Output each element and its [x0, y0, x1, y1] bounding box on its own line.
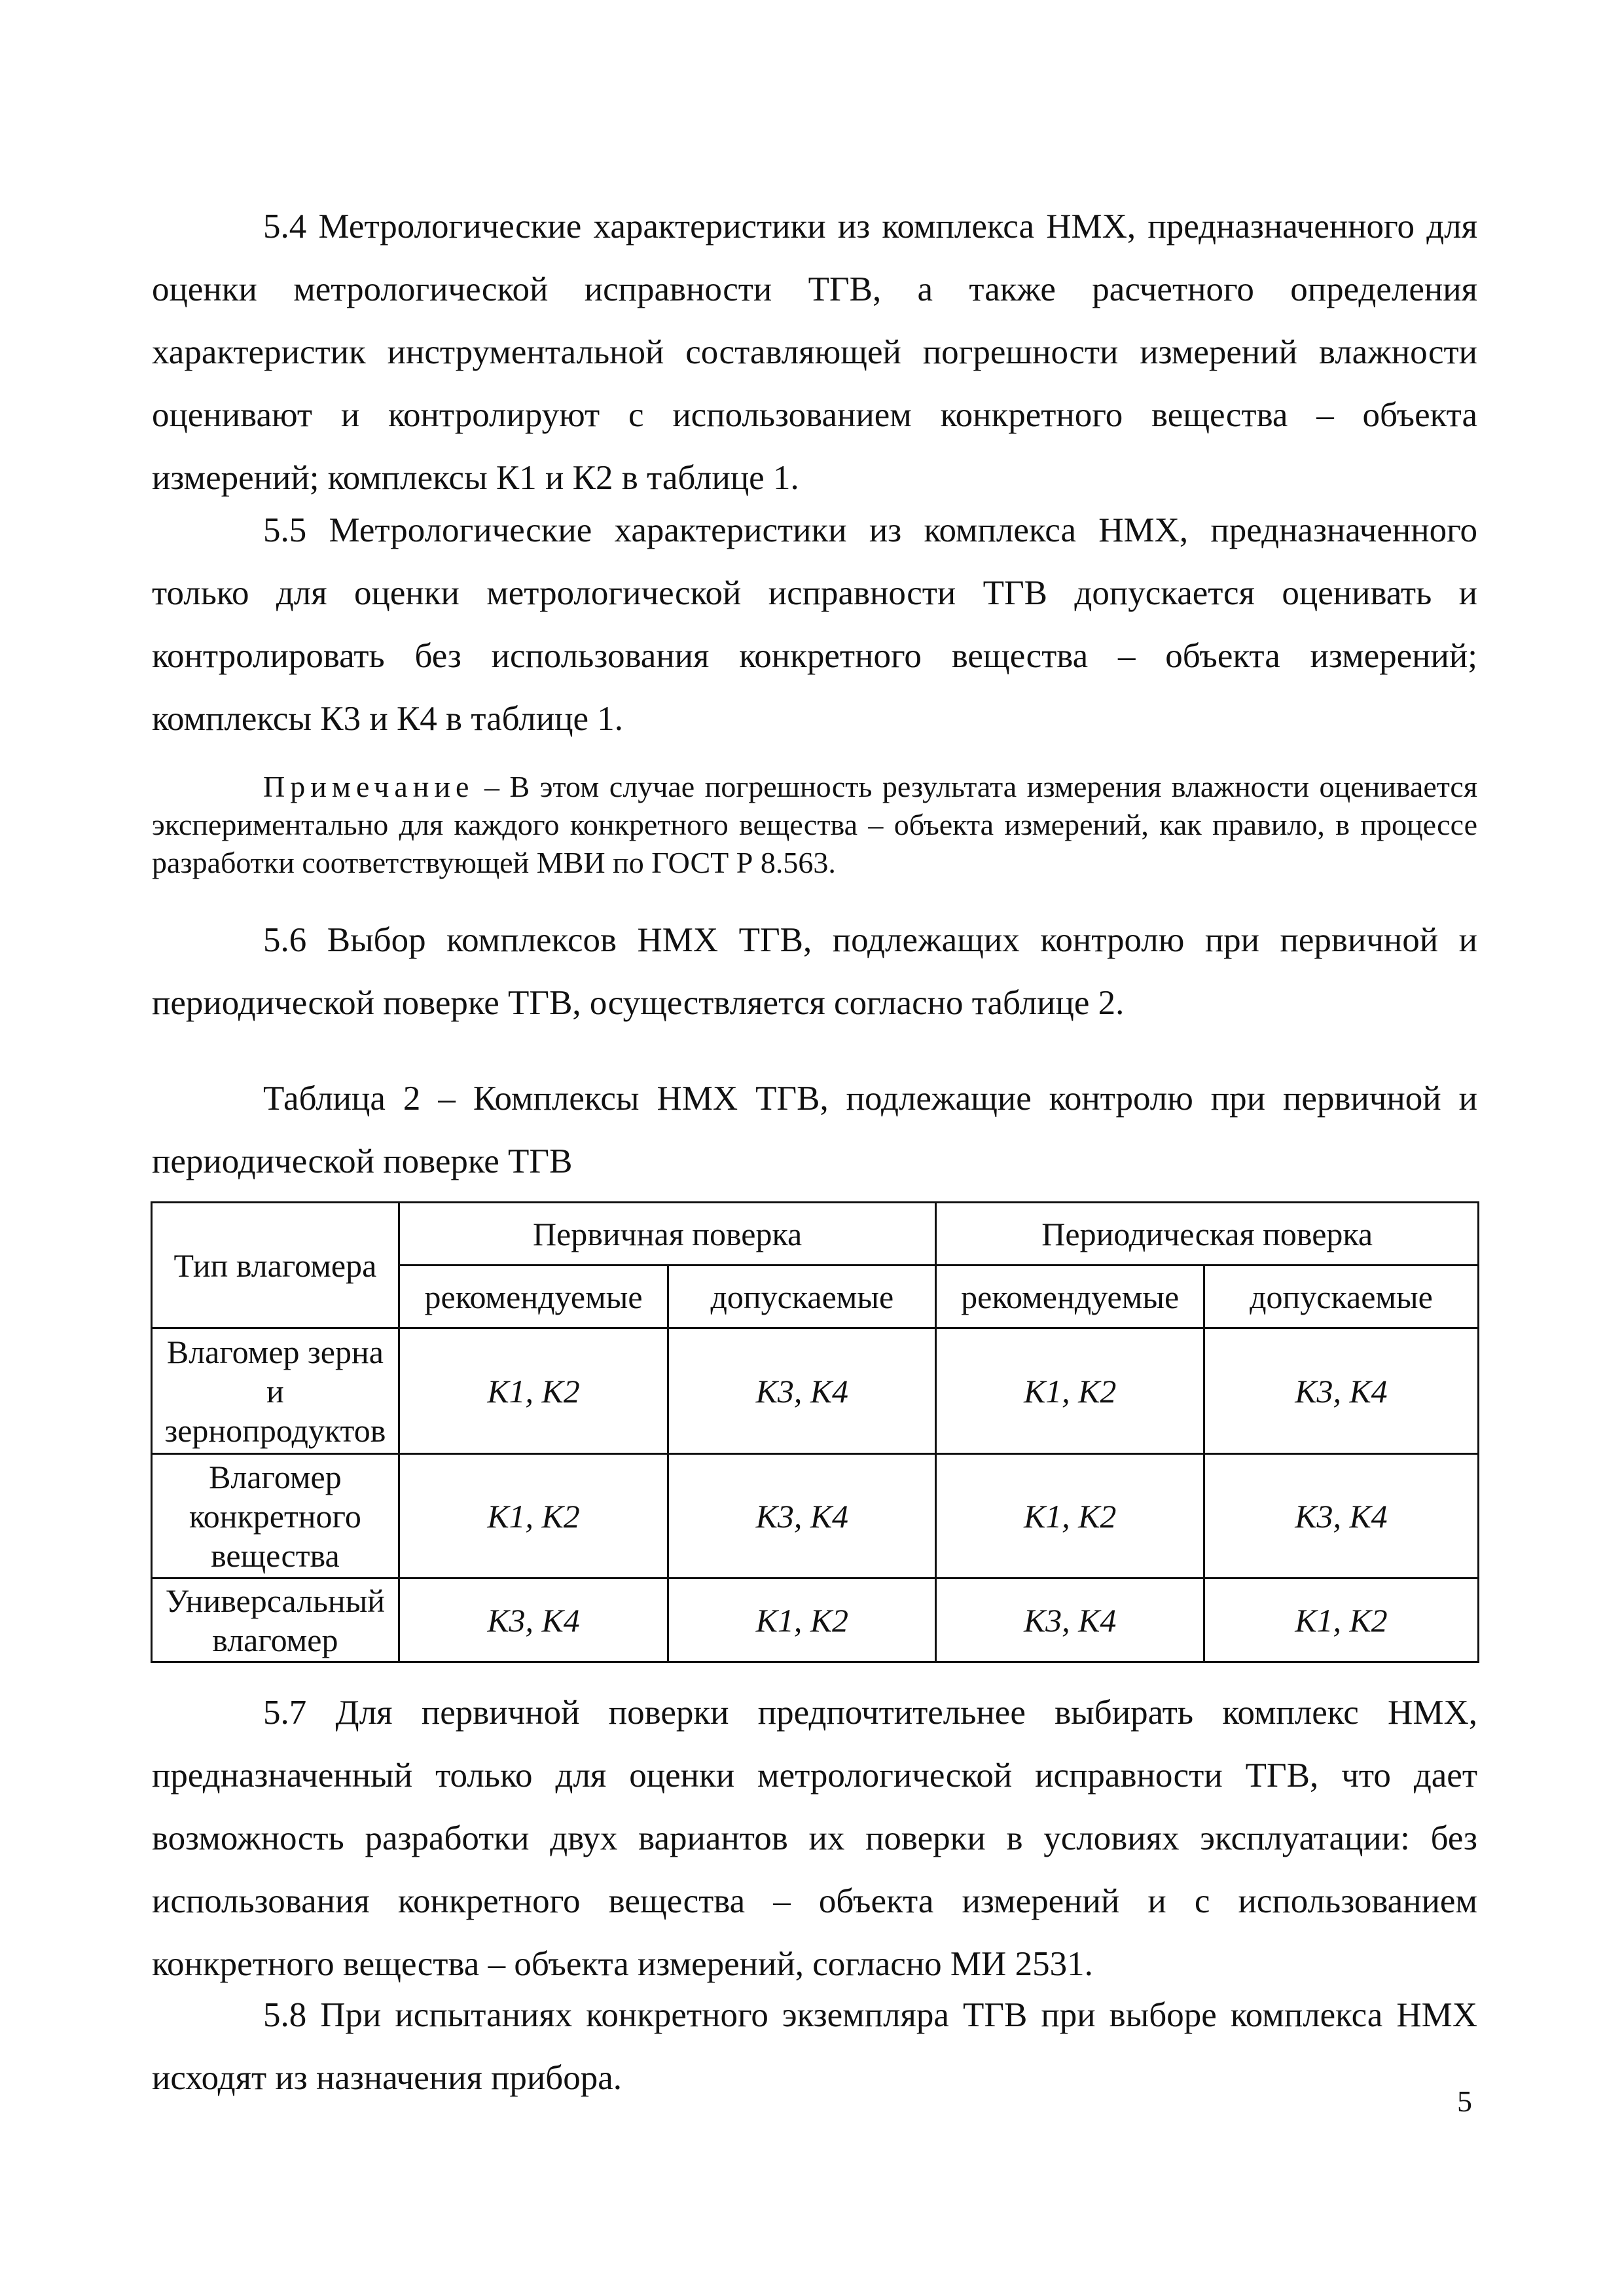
note-text: – В этом случае погрешность результата измерения влажности оценивается экспериментально для каждого конкретного вещества – объекта измерений, как правило, в процессе разработки соответствующей МВИ по ГОСТ Р 8.563. — [152, 770, 1477, 879]
table-2 — [151, 1201, 1479, 1663]
cell-primary-allowed: К3, К4 — [668, 1328, 936, 1454]
header-primary-allowed: допускаемые — [668, 1266, 936, 1328]
paragraph-5-6: 5.6 Выбор комплексов НМХ ТГВ, подлежащих контролю при первичной и периодической поверке ТГВ, осуществляется согласно таблице 2. — [152, 921, 1477, 1022]
header-periodic-recommended: рекомендуемые — [936, 1266, 1204, 1328]
cell-periodic-allowed: К3, К4 — [1204, 1454, 1478, 1578]
table-row — [152, 1578, 1479, 1662]
page-number: 5 — [1457, 2085, 1472, 2118]
cell-primary-recommended: К3, К4 — [399, 1578, 668, 1662]
table-header-row-1 — [152, 1203, 1479, 1266]
header-primary-verification: Первичная поверка — [399, 1203, 936, 1266]
header-periodic-verification: Периодическая поверка — [936, 1203, 1479, 1266]
row-device-type: Универсальный влагомер — [152, 1578, 399, 1662]
header-device-type: Тип влагомера — [152, 1203, 399, 1328]
header-primary-recommended: рекомендуемые — [399, 1266, 668, 1328]
note-label: Примечание — [263, 770, 475, 803]
cell-primary-recommended: К1, К2 — [399, 1454, 668, 1578]
paragraph-5-8: 5.8 При испытаниях конкретного экземпляра ТГВ при выборе комплекса НМХ исходят из назначения прибора. — [152, 1996, 1477, 2097]
cell-primary-recommended: К1, К2 — [399, 1328, 668, 1454]
paragraph-5-4: 5.4 Метрологические характеристики из комплекса НМХ, предназначенного для оценки метрологической исправности ТГВ, а также расчетного определения характеристик инструментальной составляющей погрешности измерений влажности оценивают и контролируют с использованием конкретного вещества – объекта измерений; комплексы К1 и К2 в таблице 1. — [152, 208, 1477, 497]
cell-periodic-allowed: К1, К2 — [1204, 1578, 1478, 1662]
paragraph-5-5: 5.5 Метрологические характеристики из комплекса НМХ, предназначенного только для оценки метрологической исправности ТГВ допускается оценивать и контролировать без использования конкретного вещества – объекта измерений; комплексы К3 и К4 в таблице 1. — [152, 511, 1477, 738]
cell-primary-allowed: К1, К2 — [668, 1578, 936, 1662]
row-device-type: Влагомер конкретного вещества — [152, 1454, 399, 1578]
table-caption: Таблица 2 – Комплексы НМХ ТГВ, подлежащие контролю при первичной и периодической поверке ТГВ — [152, 1080, 1477, 1180]
table-row — [152, 1454, 1479, 1578]
cell-primary-allowed: К3, К4 — [668, 1454, 936, 1578]
table-row — [152, 1328, 1479, 1454]
cell-periodic-recommended: К1, К2 — [936, 1328, 1204, 1454]
cell-periodic-recommended: К3, К4 — [936, 1578, 1204, 1662]
paragraph-5-7: 5.7 Для первичной поверки предпочтительнее выбирать комплекс НМХ, предназначенный только для оценки метрологической исправности ТГВ, что дает возможность разработки двух вариантов их поверки в условиях эксплуатации: без использования конкретного вещества – объекта измерений и с использованием конкретного вещества – объекта измерений, согласно МИ 2531. — [152, 1694, 1477, 1983]
header-periodic-allowed: допускаемые — [1204, 1266, 1478, 1328]
row-device-type: Влагомер зерна и зернопродуктов — [152, 1328, 399, 1454]
cell-periodic-allowed: К3, К4 — [1204, 1328, 1478, 1454]
note — [152, 768, 1477, 882]
cell-periodic-recommended: К1, К2 — [936, 1454, 1204, 1578]
